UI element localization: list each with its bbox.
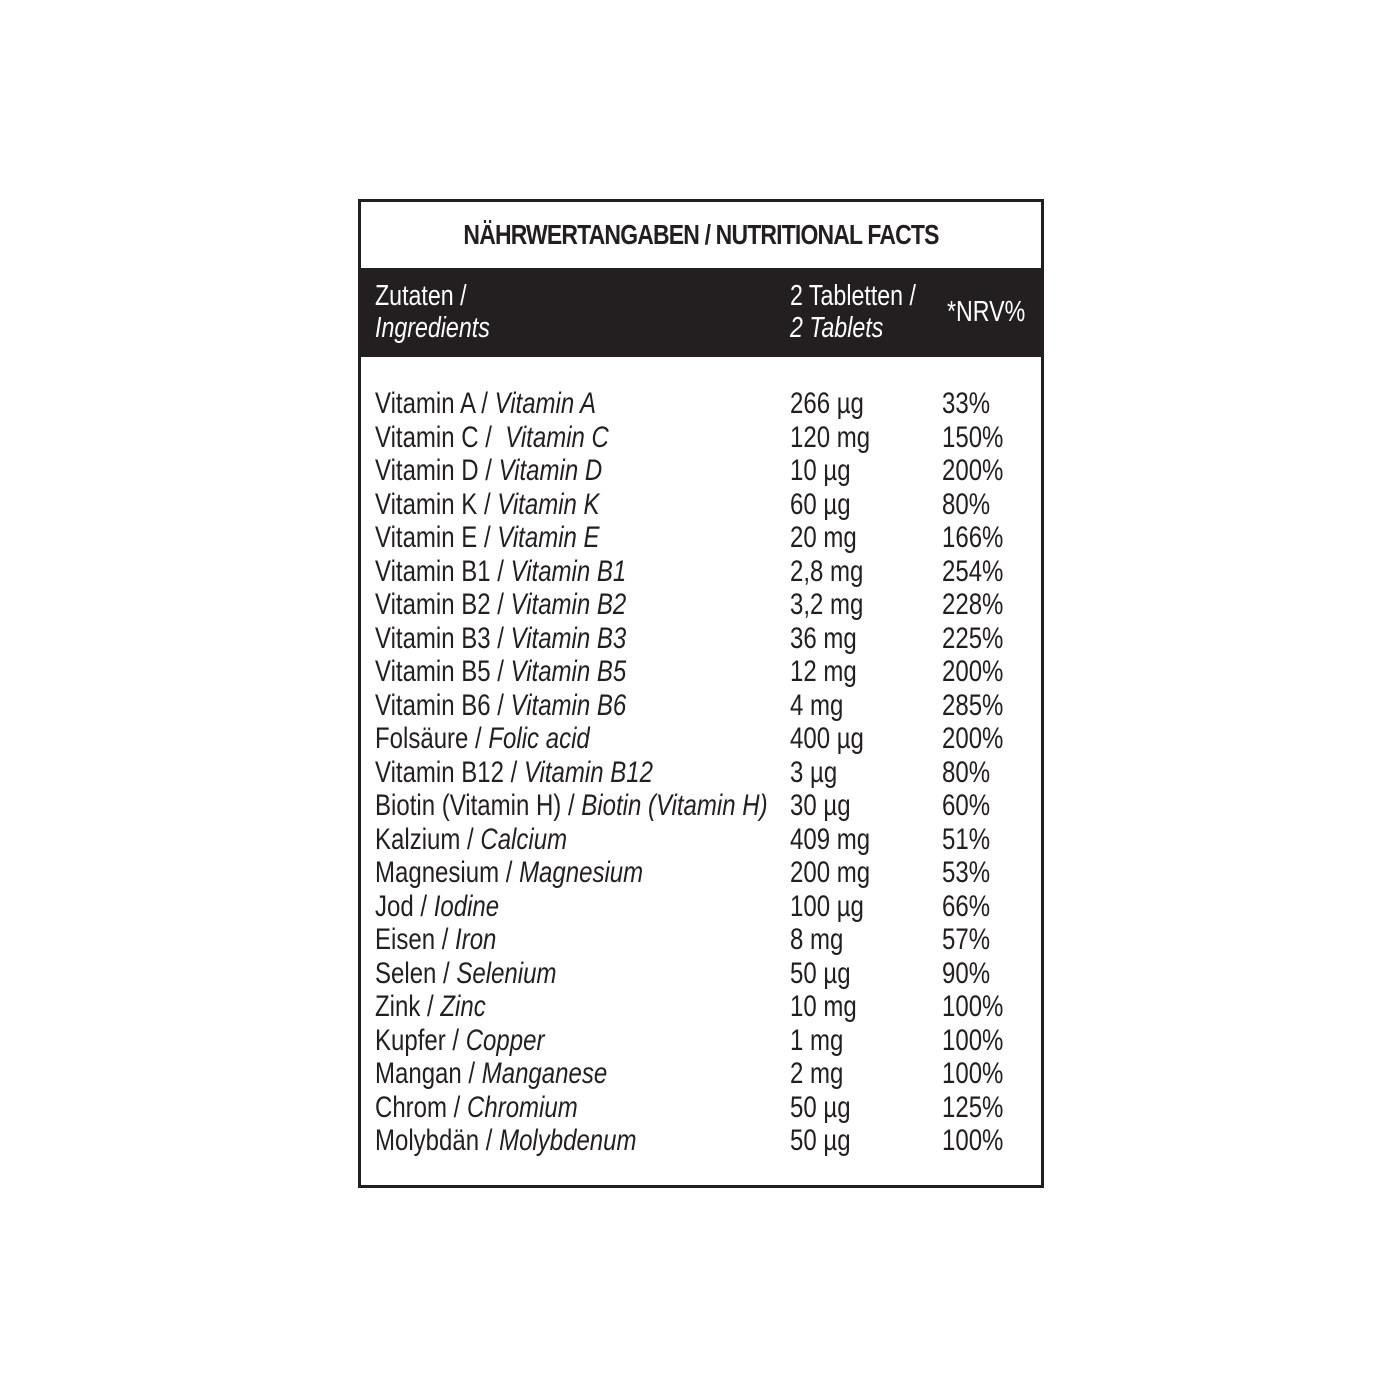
nutrient-nrv: 150% xyxy=(942,420,1004,454)
table-row xyxy=(361,689,1041,723)
nutrient-nrv: 60% xyxy=(942,789,991,822)
nutrient-name xyxy=(375,622,626,656)
nutrient-name-de: Vitamin K / xyxy=(375,487,498,521)
nutrient-name-de: Vitamin B5 / xyxy=(375,655,511,688)
nutrient-name xyxy=(375,1124,636,1158)
nutrient-name-de: Vitamin B1 / xyxy=(375,554,511,588)
nutrient-name-en: Vitamin A xyxy=(494,387,597,420)
nutrient-name-en: Zinc xyxy=(440,990,486,1023)
nutrient-name xyxy=(375,555,626,589)
nutrient-amount: 200 mg xyxy=(790,856,871,889)
table-row xyxy=(361,622,1041,656)
nutrient-name-en: Vitamin E xyxy=(497,521,600,554)
nutrient-name-en: Vitamin B6 xyxy=(510,688,627,722)
nutrient-amount: 100 µg xyxy=(790,889,864,923)
nutrient-amount: 30 µg xyxy=(790,789,851,822)
nutrient-nrv: 254% xyxy=(942,554,1004,588)
nutrient-name-en: Vitamin B5 xyxy=(510,655,627,688)
nutrient-amount: 8 mg xyxy=(790,923,844,956)
nutrient-name xyxy=(375,923,496,957)
nutrient-amount: 4 mg xyxy=(790,688,844,722)
nutrient-name xyxy=(375,454,602,488)
nutrient-name xyxy=(375,655,626,689)
table-row xyxy=(361,823,1041,857)
table-row xyxy=(361,555,1041,589)
nutrient-nrv: 80% xyxy=(942,487,991,521)
nutrient-nrv: 100% xyxy=(942,1023,1004,1057)
nutrient-name-de: Vitamin B2 / xyxy=(375,588,511,621)
nutrient-amount: 50 µg xyxy=(790,956,851,990)
table-row xyxy=(361,1091,1041,1125)
nutrient-name xyxy=(375,990,486,1024)
table-row xyxy=(361,387,1041,421)
nutrient-amount: 1 mg xyxy=(790,1023,844,1057)
nutrient-name-de: Vitamin B3 / xyxy=(375,621,511,655)
table-row xyxy=(361,1057,1041,1091)
nutrient-amount: 409 mg xyxy=(790,822,871,856)
nutrient-nrv: 51% xyxy=(942,822,991,856)
nutrient-amount: 50 µg xyxy=(790,1090,851,1124)
nutrient-amount: 50 µg xyxy=(790,1124,851,1157)
nutrient-name-en: Vitamin B12 xyxy=(523,755,653,789)
table-row xyxy=(361,1124,1041,1158)
nutrient-name-de: Molybdän / xyxy=(375,1124,500,1157)
nutrient-name xyxy=(375,722,590,756)
table-header xyxy=(361,268,1041,357)
nutrient-nrv: 100% xyxy=(942,1124,1004,1157)
nutrient-name-en: Iodine xyxy=(433,889,500,923)
table-row xyxy=(361,789,1041,823)
nutrient-name-de: Selen / xyxy=(375,956,457,990)
label-title: NÄHRWERTANGABEN / NUTRITIONAL FACTS xyxy=(463,219,939,250)
header-amount xyxy=(790,280,916,344)
nutrient-name-en: Copper xyxy=(465,1023,545,1057)
nutrient-nrv: 57% xyxy=(942,923,991,956)
nutrient-name xyxy=(375,856,643,890)
nutrient-nrv: 53% xyxy=(942,856,991,889)
nutrient-name-en: Biotin (Vitamin H) xyxy=(581,789,768,822)
nutrient-nrv: 200% xyxy=(942,454,1004,487)
nutrient-name-en: Molybdenum xyxy=(499,1124,637,1157)
nutrient-amount: 2 mg xyxy=(790,1057,844,1090)
nutrient-name xyxy=(375,957,556,991)
nutrient-nrv: 200% xyxy=(942,722,1004,755)
nutrient-name-de: Magnesium / xyxy=(375,856,520,889)
nutrient-name-de: Chrom / xyxy=(375,1090,468,1124)
nutrient-amount: 2,8 mg xyxy=(790,554,864,588)
nutrient-name xyxy=(375,588,626,622)
table-row xyxy=(361,722,1041,756)
nutrition-facts-label xyxy=(358,199,1044,1188)
nutrient-name xyxy=(375,421,609,455)
nutrient-nrv: 90% xyxy=(942,956,991,990)
nutrient-name-de: Kalzium / xyxy=(375,822,481,856)
table-row xyxy=(361,923,1041,957)
nutrient-name xyxy=(375,387,596,421)
nutrient-name-en: Chromium xyxy=(467,1090,578,1124)
nutrient-nrv: 166% xyxy=(942,521,1004,554)
nutrient-nrv: 80% xyxy=(942,755,991,789)
header-ingredients-de: Zutaten / xyxy=(375,280,467,312)
nutrient-nrv: 100% xyxy=(942,990,1004,1023)
nutrient-amount: 10 mg xyxy=(790,990,857,1023)
nutrient-amount: 120 mg xyxy=(790,420,871,454)
nutrient-amount: 10 µg xyxy=(790,454,851,487)
table-row xyxy=(361,756,1041,790)
nutrient-nrv: 66% xyxy=(942,889,991,923)
nutrient-name-en: Iron xyxy=(455,923,497,956)
nutrient-amount: 3,2 mg xyxy=(790,588,864,621)
nutrient-name-en: Magnesium xyxy=(519,856,644,889)
nutrient-name xyxy=(375,890,499,924)
nutrient-name-en: Vitamin B3 xyxy=(510,621,627,655)
nutrient-name-en: Vitamin C xyxy=(505,420,609,454)
nutrient-name-en: Manganese xyxy=(481,1057,608,1090)
nutrient-name-en: Vitamin D xyxy=(498,454,603,487)
table-row xyxy=(361,454,1041,488)
header-amount-de: 2 Tabletten / xyxy=(790,280,916,312)
nutrient-name xyxy=(375,756,653,790)
nutrient-name xyxy=(375,521,600,555)
table-row xyxy=(361,856,1041,890)
table-row xyxy=(361,655,1041,689)
nutrient-nrv: 100% xyxy=(942,1057,1004,1090)
nutrient-name-en: Vitamin B2 xyxy=(510,588,627,621)
table-row xyxy=(361,890,1041,924)
nutrient-amount: 20 mg xyxy=(790,521,857,554)
nutrient-name xyxy=(375,488,600,522)
nutrient-name-de: Kupfer / xyxy=(375,1023,466,1057)
table-row xyxy=(361,488,1041,522)
nutrient-nrv: 125% xyxy=(942,1090,1004,1124)
nutrient-table-body xyxy=(361,387,1041,1158)
nutrient-name-en: Calcium xyxy=(480,822,568,856)
nutrient-nrv: 200% xyxy=(942,655,1004,688)
nutrient-amount: 3 µg xyxy=(790,755,838,789)
nutrient-name-de: Biotin (Vitamin H) / xyxy=(375,789,582,822)
table-row xyxy=(361,521,1041,555)
nutrient-name-en: Selenium xyxy=(456,956,557,990)
table-row xyxy=(361,957,1041,991)
nutrient-name-de: Jod / xyxy=(375,889,434,923)
nutrient-amount: 400 µg xyxy=(790,722,864,755)
nutrient-nrv: 225% xyxy=(942,621,1004,655)
table-row xyxy=(361,421,1041,455)
nutrient-name-de: Vitamin C / xyxy=(375,420,506,454)
header-amount-en: 2 Tablets xyxy=(790,312,884,344)
nutrient-name-de: Vitamin D / xyxy=(375,454,499,487)
header-nrv: *NRV% xyxy=(947,296,1026,328)
nutrient-name-de: Mangan / xyxy=(375,1057,482,1090)
nutrient-name xyxy=(375,789,768,823)
nutrient-nrv: 33% xyxy=(942,387,991,420)
nutrient-name-en: Vitamin B1 xyxy=(510,554,627,588)
nutrient-nrv: 285% xyxy=(942,688,1004,722)
nutrient-name-de: Zink / xyxy=(375,990,441,1023)
nutrient-name xyxy=(375,689,626,723)
nutrient-name-de: Folsäure / xyxy=(375,722,489,755)
table-row xyxy=(361,588,1041,622)
nutrient-nrv: 228% xyxy=(942,588,1004,621)
header-ingredients-en: Ingredients xyxy=(375,312,490,344)
nutrient-amount: 12 mg xyxy=(790,655,857,688)
table-row xyxy=(361,990,1041,1024)
nutrient-name xyxy=(375,1057,607,1091)
nutrient-name-de: Vitamin A / xyxy=(375,387,495,420)
nutrient-name-de: Vitamin E / xyxy=(375,521,498,554)
nutrient-name-de: Vitamin B12 / xyxy=(375,755,524,789)
nutrient-name xyxy=(375,1091,578,1125)
header-ingredients xyxy=(375,280,490,344)
nutrient-name-en: Folic acid xyxy=(488,722,590,755)
nutrient-amount: 60 µg xyxy=(790,487,851,521)
nutrient-amount: 266 µg xyxy=(790,387,864,420)
nutrient-name xyxy=(375,1024,544,1058)
table-row xyxy=(361,1024,1041,1058)
nutrient-amount: 36 mg xyxy=(790,621,857,655)
nutrient-name-en: Vitamin K xyxy=(497,487,600,521)
nutrient-name xyxy=(375,823,567,857)
nutrient-name-de: Eisen / xyxy=(375,923,456,956)
nutrient-name-de: Vitamin B6 / xyxy=(375,688,511,722)
